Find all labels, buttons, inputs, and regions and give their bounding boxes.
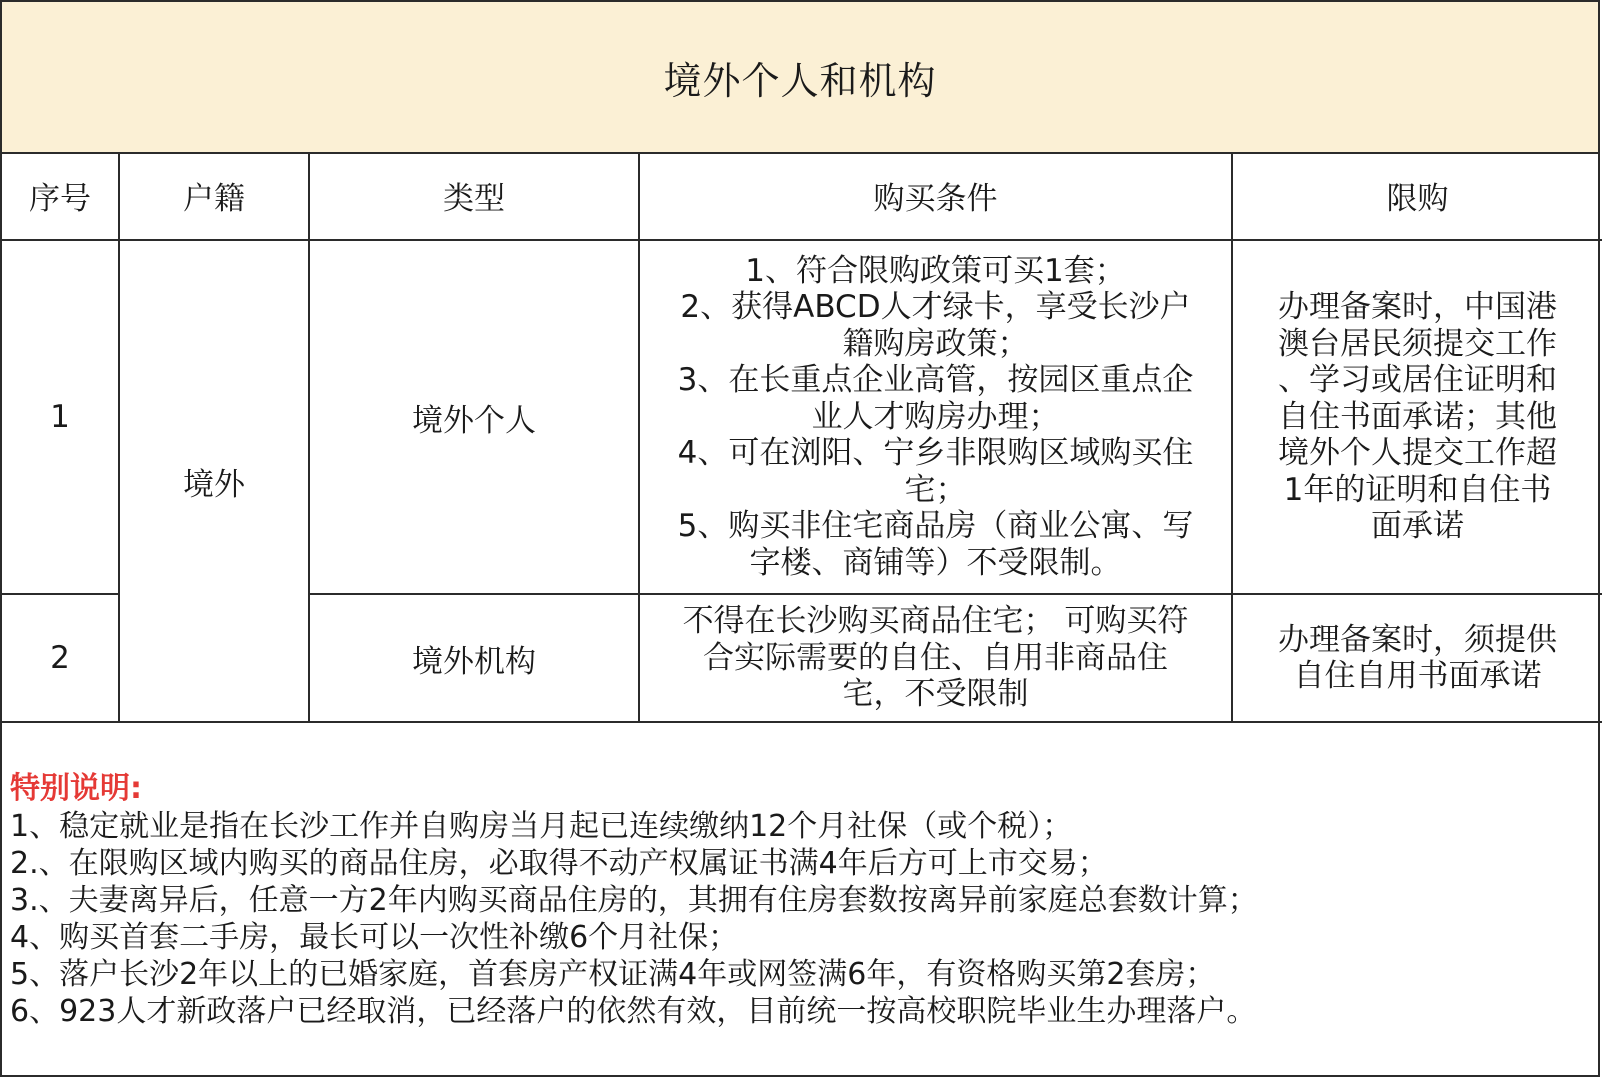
note-item: 3.、夫妻离异后，任意一方2年内购买商品住房的，其拥有住房套数按离异前家庭总套数计算； xyxy=(10,883,1258,918)
limit-line: 办理备案时，须提供 xyxy=(1278,621,1557,658)
notes-title: 特别说明: xyxy=(10,771,142,806)
row-conditions xyxy=(639,594,1232,722)
condition-line: 业人才购房办理； xyxy=(811,398,1060,435)
limit-line: 、学习或居住证明和 xyxy=(1278,362,1557,399)
header-conditions: 购买条件 xyxy=(639,152,1232,240)
limit-line: 自住书面承诺；其他 xyxy=(1278,398,1557,435)
limit-line: 自住自用书面承诺 xyxy=(1293,658,1542,694)
limit-line: 澳台居民须提交工作 xyxy=(1278,325,1557,362)
special-notes xyxy=(10,770,1590,1030)
row-type: 境外个人 xyxy=(309,240,639,594)
condition-line: 合实际需要的自住、自用非商品住 xyxy=(703,639,1168,676)
header-type: 类型 xyxy=(309,152,639,240)
limit-line: 境外个人提交工作超 xyxy=(1278,435,1557,472)
note-item: 2.、在限购区域内购买的商品住房，必取得不动产权属证书满4年后方可上市交易； xyxy=(10,846,1108,881)
row-limit xyxy=(1232,594,1602,722)
condition-line: 宅，不受限制 xyxy=(842,676,1029,713)
limit-line: 面承诺 xyxy=(1371,508,1464,545)
note-item: 6、923人才新政落户已经取消，已经落户的依然有效，目前统一按高校职院毕业生办理落户。 xyxy=(10,994,1257,1029)
table-header-row xyxy=(2,152,1602,240)
row-type: 境外机构 xyxy=(309,594,639,722)
condition-line: 1、符合限购政策可买1套； xyxy=(745,252,1126,289)
note-item: 4、购买首套二手房，最长可以一次性补缴6个月社保； xyxy=(10,920,739,955)
condition-line: 4、可在浏阳、宁乡非限购区域购买住 xyxy=(677,435,1194,472)
limit-line: 1年的证明和自住书 xyxy=(1283,471,1552,508)
condition-line: 3、在长重点企业高管，按园区重点企 xyxy=(677,362,1194,399)
huji-cell: 境外 xyxy=(119,240,309,722)
row-seq: 1 xyxy=(2,240,119,594)
condition-line: 宅； xyxy=(904,471,967,508)
row-limit xyxy=(1232,240,1602,594)
header-limit: 限购 xyxy=(1232,152,1602,240)
header-huji: 户籍 xyxy=(119,152,309,240)
condition-line: 不得在长沙购买商品住宅； 可购买符 xyxy=(682,603,1189,640)
limit-line: 办理备案时，中国港 xyxy=(1278,289,1557,326)
condition-line: 籍购房政策； xyxy=(842,325,1029,362)
header-seq: 序号 xyxy=(2,152,119,240)
condition-line: 2、获得ABCD人才绿卡，享受长沙户 xyxy=(680,289,1191,326)
condition-line: 字楼、商铺等）不受限制。 xyxy=(749,544,1122,581)
table-row xyxy=(2,240,1602,594)
row-conditions xyxy=(639,240,1232,594)
row-seq: 2 xyxy=(2,594,119,722)
note-item: 5、落户长沙2年以上的已婚家庭，首套房产权证满4年或网签满6年，有资格购买第2套房； xyxy=(10,957,1216,992)
condition-line: 5、购买非住宅商品房（商业公寓、写 xyxy=(677,508,1194,545)
title-band xyxy=(2,2,1598,154)
policy-table xyxy=(2,152,1602,723)
note-item: 1、稳定就业是指在长沙工作并自购房当月起已连续缴纳12个月社保（或个税）； xyxy=(10,809,1073,844)
page-title: 境外个人和机构 xyxy=(663,58,937,103)
